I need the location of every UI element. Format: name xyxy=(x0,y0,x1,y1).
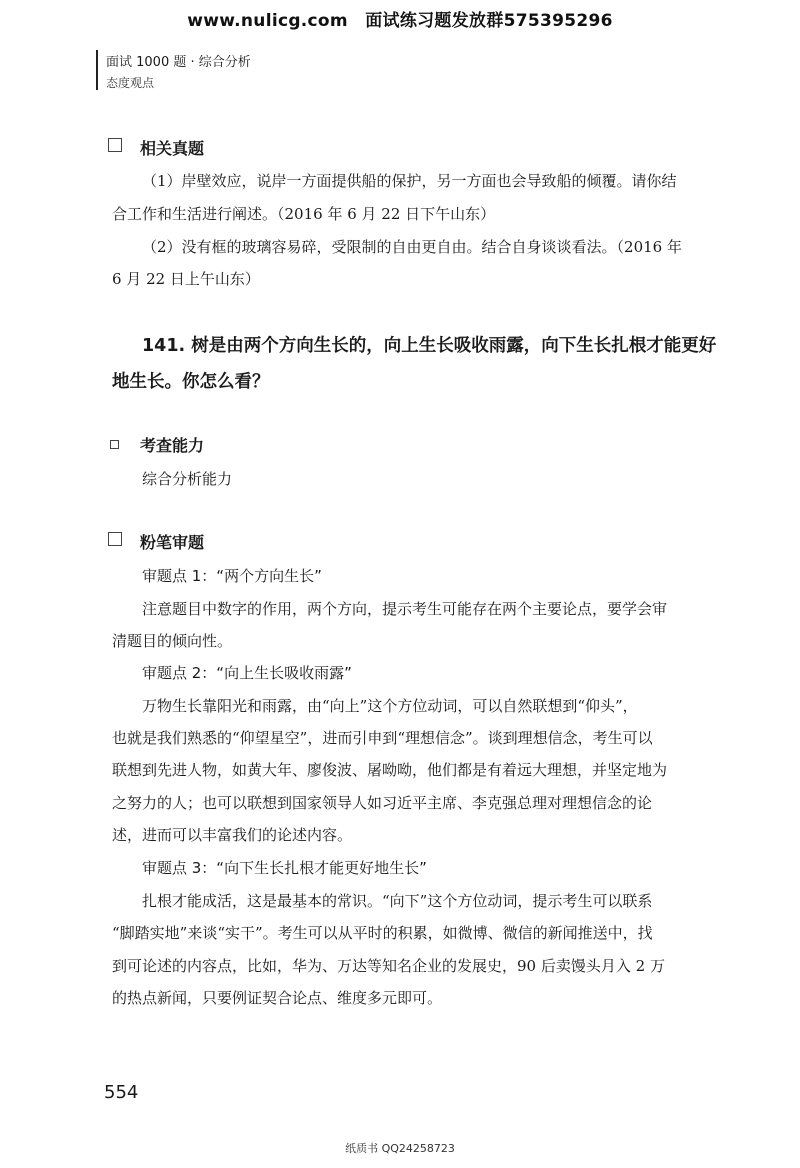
review-line: 联想到先进人物，如黄大年、廖俊波、屠呦呦，他们都是有着远大理想，并坚定地为 xyxy=(112,761,668,779)
section-box-icon xyxy=(108,138,122,152)
related-line: 合工作和生活进行阐述。（2016 年 6 月 22 日下午山东） xyxy=(112,205,496,223)
review-line: 到可论述的内容点，比如，华为、万达等知名企业的发展史，90 后卖馒头月入 2 万 xyxy=(112,957,665,975)
review-line: 清题目的倾向性。 xyxy=(112,632,233,650)
review-line: 也就是我们熟悉的“仰望星空”，进而引申到“理想信念”。谈到理想信念，考生可以 xyxy=(112,729,653,747)
ability-text: 综合分析能力 xyxy=(142,470,233,488)
watermark: www.nulicg.com 面试练习题发放群575395296 xyxy=(187,11,613,31)
section-box-icon xyxy=(108,532,122,546)
review-point-heading: 审题点 1：“两个方向生长” xyxy=(142,567,322,585)
review-line: 扎根才能成活，这是最基本的常识。“向下”这个方位动词，提示考生可以联系 xyxy=(142,892,653,910)
header-bar xyxy=(96,50,98,90)
review-line: 述，进而可以丰富我们的论述内容。 xyxy=(112,826,353,844)
review-point-heading: 审题点 2：“向上生长吸收雨露” xyxy=(142,664,352,682)
related-title: 相关真题 xyxy=(140,139,205,158)
header-book-title: 面试 1000 题 · 综合分析 xyxy=(106,55,251,70)
related-line: 6 月 22 日上午山东） xyxy=(112,270,260,288)
review-line: 注意题目中数字的作用，两个方向，提示考生可能存在两个主要论点，要学会审 xyxy=(142,600,668,618)
header-chapter: 态度观点 xyxy=(106,76,155,90)
question-title: 141. 树是由两个方向生长的，向上生长吸收雨露，向下生长扎根才能更好 xyxy=(142,336,717,356)
question-title: 地生长。你怎么看？ xyxy=(112,372,270,392)
review-line: 之努力的人；也可以联想到国家领导人如习近平主席、李克强总理对理想信念的论 xyxy=(112,794,653,812)
section-box-icon xyxy=(110,440,119,449)
page-number: 554 xyxy=(104,1082,139,1103)
review-title: 粉笔审题 xyxy=(140,533,205,552)
related-line: （2）没有框的玻璃容易碎，受限制的自由更自由。结合自身谈谈看法。（2016 年 xyxy=(142,238,682,256)
footer-note: 纸质书 QQ24258723 xyxy=(345,1142,455,1155)
review-point-heading: 审题点 3：“向下生长扎根才能更好地生长” xyxy=(142,859,427,877)
ability-title: 考查能力 xyxy=(140,436,205,455)
review-line: “脚踏实地”来谈“实干”。考生可以从平时的积累，如微博、微信的新闻推送中，找 xyxy=(112,924,653,942)
review-line: 万物生长靠阳光和雨露，由“向上”这个方位动词，可以自然联想到“仰头”， xyxy=(142,697,638,715)
related-line: （1）岸壁效应，说岸一方面提供船的保护，另一方面也会导致船的倾覆。请你结 xyxy=(142,172,677,190)
review-line: 的热点新闻，只要例证契合论点、维度多元即可。 xyxy=(112,989,443,1007)
